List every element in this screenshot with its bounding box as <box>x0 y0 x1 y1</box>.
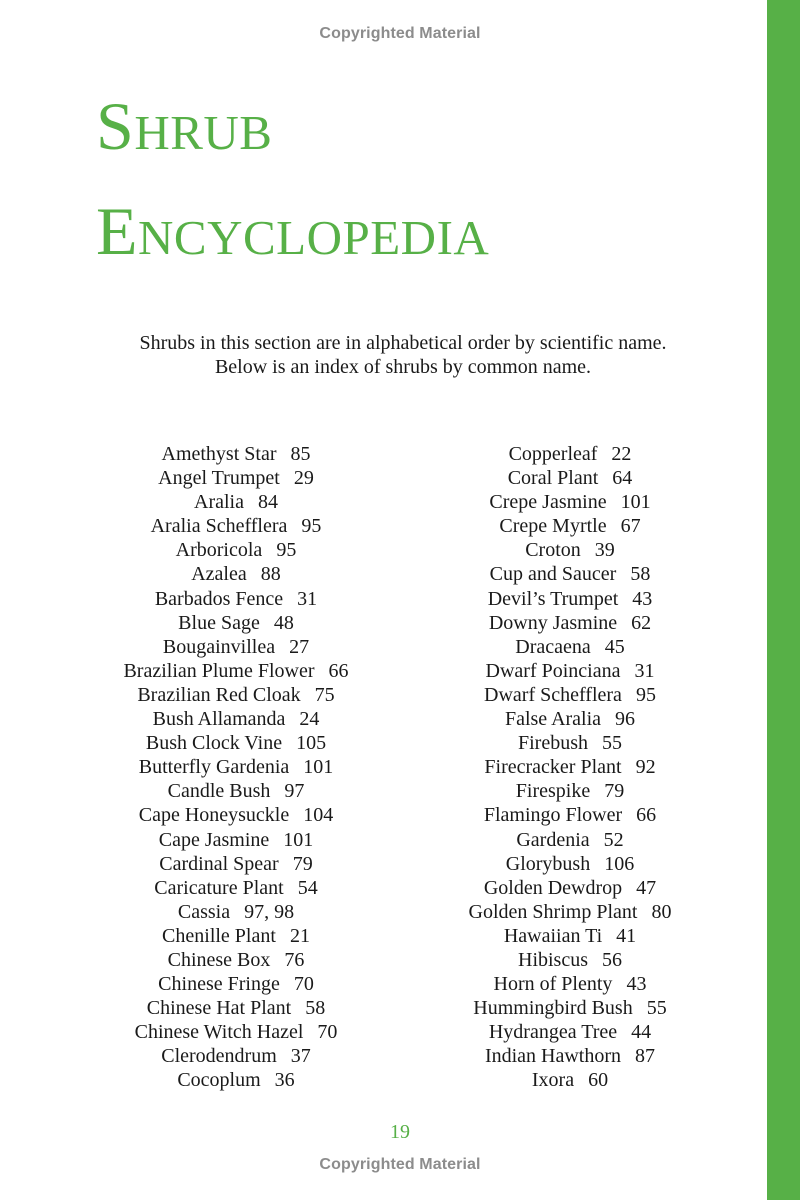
entry-name: Glorybush <box>505 852 591 875</box>
entry-page: 21 <box>289 924 310 947</box>
entry-page: 54 <box>297 876 318 899</box>
entry-page: 48 <box>273 611 294 634</box>
index-entry <box>86 924 386 948</box>
entry-page: 95 <box>276 539 297 562</box>
entry-page: 27 <box>289 635 310 658</box>
entry-page: 105 <box>296 732 327 755</box>
entry-page: 79 <box>604 780 625 803</box>
intro-paragraph <box>103 331 703 379</box>
entry-page: 92 <box>635 756 656 779</box>
entry-name: Brazilian Red Cloak <box>137 683 301 706</box>
entry-name: Chinese Fringe <box>158 973 280 996</box>
entry-page: 97, 98 <box>244 900 295 923</box>
entry-name: Chinese Witch Hazel <box>134 1021 304 1044</box>
index-entry <box>86 876 386 900</box>
entry-name: Barbados Fence <box>154 587 284 610</box>
index-entry <box>420 755 720 779</box>
entry-page: 101 <box>283 828 314 851</box>
title-initial-1: S <box>96 88 135 164</box>
entry-page: 64 <box>612 467 633 490</box>
index-entry <box>86 803 386 827</box>
entry-page: 96 <box>615 708 636 731</box>
entry-name: Crepe Myrtle <box>499 515 607 538</box>
index-entry <box>86 1068 386 1092</box>
entry-page: 106 <box>604 852 635 875</box>
entry-name: Brazilian Plume Flower <box>123 659 315 682</box>
entry-page: 31 <box>297 587 318 610</box>
entry-page: 87 <box>635 1045 656 1068</box>
entry-name: Dracaena <box>515 635 591 658</box>
index-column-right <box>420 442 720 1093</box>
index-entry <box>420 876 720 900</box>
index-entry <box>420 1068 720 1092</box>
entry-name: Hummingbird Bush <box>473 997 633 1020</box>
index-entry <box>86 514 386 538</box>
index-entry <box>420 611 720 635</box>
entry-name: Hydrangea Tree <box>488 1021 618 1044</box>
index-entry <box>420 659 720 683</box>
entry-name: Dwarf Schefflera <box>484 683 622 706</box>
entry-page: 45 <box>604 635 625 658</box>
entry-name: Gardenia <box>516 828 590 851</box>
index-entry <box>86 659 386 683</box>
entry-name: Downy Jasmine <box>488 611 618 634</box>
index-entry <box>420 514 720 538</box>
page-title-line-2 <box>96 193 490 269</box>
index-entry <box>86 852 386 876</box>
entry-name: Aralia Schefflera <box>150 515 288 538</box>
entry-page: 101 <box>303 756 334 779</box>
entry-name: Bush Allamanda <box>152 708 286 731</box>
entry-page: 37 <box>290 1045 311 1068</box>
index-entry <box>86 611 386 635</box>
index-entry <box>420 635 720 659</box>
entry-name: Cape Honeysuckle <box>138 804 290 827</box>
entry-page: 39 <box>594 539 615 562</box>
entry-page: 58 <box>305 997 326 1020</box>
index-entry <box>420 828 720 852</box>
entry-name: Blue Sage <box>178 611 260 634</box>
index-entry <box>420 538 720 562</box>
entry-name: Firecracker Plant <box>484 756 622 779</box>
intro-line-2: Below is an index of shrubs by common name. <box>214 356 592 378</box>
entry-page: 52 <box>603 828 624 851</box>
entry-page: 41 <box>616 924 637 947</box>
index-entry <box>86 1044 386 1068</box>
entry-page: 29 <box>293 467 314 490</box>
index-entry <box>86 707 386 731</box>
entry-page: 44 <box>631 1021 652 1044</box>
entry-page: 66 <box>328 659 349 682</box>
index-entry <box>86 587 386 611</box>
entry-page: 66 <box>636 804 657 827</box>
index-entry <box>420 442 720 466</box>
entry-name: Copperleaf <box>508 443 598 465</box>
green-edge-bar <box>767 0 800 1200</box>
copyright-notice-top: Copyrighted Material <box>319 25 481 42</box>
intro-line-1: Shrubs in this section are in alphabetical order by scientific name. <box>139 332 667 354</box>
entry-name: Coral Plant <box>507 467 599 490</box>
entry-name: Aralia <box>194 491 244 514</box>
entry-name: Flamingo Flower <box>483 804 623 827</box>
index-entry <box>86 779 386 803</box>
index-entry <box>420 900 720 924</box>
index-entry <box>86 972 386 996</box>
entry-name: Bush Clock Vine <box>145 732 283 755</box>
index-entry <box>86 683 386 707</box>
entry-name: Croton <box>525 539 581 562</box>
entry-page: 43 <box>626 973 647 996</box>
entry-page: 36 <box>274 1069 295 1092</box>
entry-name: Ixora <box>531 1069 575 1092</box>
index-entry <box>86 948 386 972</box>
index-entry <box>420 683 720 707</box>
entry-name: Angel Trumpet <box>158 467 280 490</box>
entry-page: 58 <box>630 563 651 586</box>
entry-name: Firebush <box>518 732 588 755</box>
entry-name: Hawaiian Ti <box>503 924 603 947</box>
entry-page: 79 <box>292 852 313 875</box>
entry-page: 95 <box>635 683 656 706</box>
index-entry <box>420 1044 720 1068</box>
index-entry <box>420 466 720 490</box>
title-rest-2: NCYCLOPEDIA <box>138 210 490 265</box>
index-entry <box>420 972 720 996</box>
index-entry <box>86 562 386 586</box>
index-entry <box>86 1020 386 1044</box>
entry-page: 24 <box>299 708 320 731</box>
entry-name: Cocoplum <box>177 1069 261 1092</box>
entry-name: Cup and Saucer <box>489 563 617 586</box>
entry-name: Hibiscus <box>518 948 588 971</box>
entry-name: Horn of Plenty <box>493 973 613 996</box>
entry-name: False Aralia <box>504 708 602 731</box>
entry-page: 62 <box>631 611 652 634</box>
entry-name: Chinese Box <box>167 948 271 971</box>
entry-page: 22 <box>611 443 632 465</box>
index-entry <box>86 731 386 755</box>
entry-page: 56 <box>602 948 622 971</box>
entry-name: Butterfly Gardenia <box>138 756 290 779</box>
index-entry <box>420 852 720 876</box>
page-title-line-1 <box>96 88 273 164</box>
entry-page: 55 <box>646 997 667 1020</box>
index-entry <box>420 996 720 1020</box>
entry-page: 85 <box>290 443 311 465</box>
index-entry <box>420 490 720 514</box>
entry-name: Golden Dewdrop <box>483 876 623 899</box>
entry-page: 84 <box>257 491 278 514</box>
index-entry <box>420 562 720 586</box>
entry-name: Cape Jasmine <box>158 828 270 851</box>
index-entry <box>86 996 386 1020</box>
entry-name: Cassia <box>177 900 231 923</box>
entry-page: 31 <box>634 659 655 682</box>
entry-page: 80 <box>651 900 672 923</box>
index-entry <box>420 924 720 948</box>
entry-name: Chinese Hat Plant <box>146 997 292 1020</box>
index-entry <box>86 466 386 490</box>
entry-page: 70 <box>293 973 314 996</box>
index-entry <box>86 442 386 466</box>
entry-name: Candle Bush <box>167 780 271 803</box>
index-entry <box>86 635 386 659</box>
index-entry <box>420 803 720 827</box>
index-entry <box>420 1020 720 1044</box>
index-entry <box>86 900 386 924</box>
entry-page: 60 <box>588 1069 609 1092</box>
title-rest-1: HRUB <box>134 105 273 160</box>
copyright-notice-bottom: Copyrighted Material <box>319 1156 481 1173</box>
index-entry <box>86 490 386 514</box>
entry-name: Golden Shrimp Plant <box>468 900 638 923</box>
index-entry <box>420 731 720 755</box>
index-column-left <box>86 442 386 1093</box>
index-entry <box>86 755 386 779</box>
entry-name: Azalea <box>191 563 247 586</box>
entry-page: 95 <box>301 515 322 538</box>
page-number: 19 <box>390 1121 410 1143</box>
entry-page: 76 <box>284 948 305 971</box>
entry-page: 104 <box>303 804 334 827</box>
entry-name: Amethyst Star <box>161 443 277 465</box>
entry-page: 88 <box>260 563 281 586</box>
entry-page: 75 <box>314 683 335 706</box>
entry-page: 55 <box>602 732 622 755</box>
entry-name: Arboricola <box>175 539 263 562</box>
entry-name: Devil’s Trumpet <box>487 587 619 610</box>
index-entry <box>86 828 386 852</box>
entry-page: 43 <box>632 587 653 610</box>
title-initial-2: E <box>96 193 139 269</box>
entry-name: Firespike <box>515 780 591 803</box>
entry-name: Crepe Jasmine <box>489 491 607 514</box>
entry-page: 70 <box>317 1021 338 1044</box>
index-entry <box>420 707 720 731</box>
entry-name: Caricature Plant <box>154 876 284 899</box>
index-entry <box>420 948 720 972</box>
entry-name: Indian Hawthorn <box>484 1045 622 1068</box>
entry-page: 101 <box>620 491 651 514</box>
index-entry <box>86 538 386 562</box>
index-entry <box>420 587 720 611</box>
entry-name: Dwarf Poinciana <box>485 659 621 682</box>
entry-page: 47 <box>636 876 657 899</box>
entry-name: Clerodendrum <box>161 1045 277 1068</box>
entry-name: Cardinal Spear <box>159 852 279 875</box>
entry-name: Chenille Plant <box>162 924 276 947</box>
entry-page: 67 <box>620 515 641 538</box>
entry-name: Bougainvillea <box>162 635 276 658</box>
index-entry <box>420 779 720 803</box>
entry-page: 97 <box>284 780 305 803</box>
